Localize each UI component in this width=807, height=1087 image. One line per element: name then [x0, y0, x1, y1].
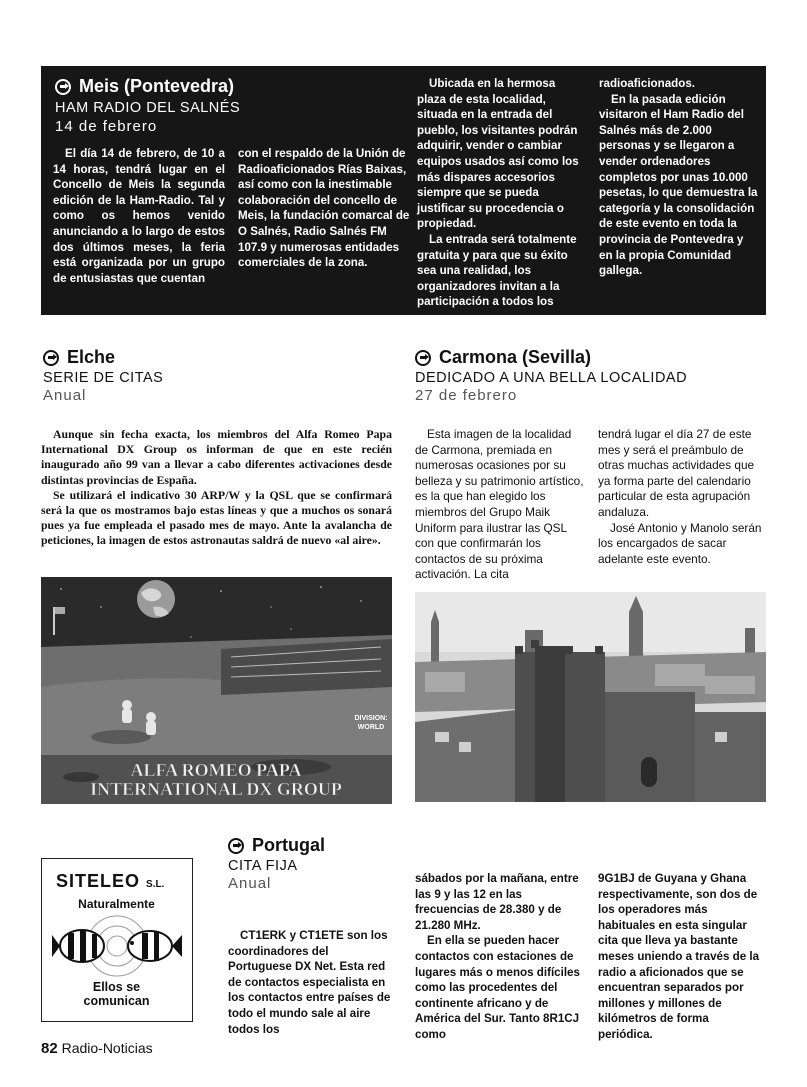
carmona-subtitle: DEDICADO A UNA BELLA LOCALIDAD [415, 370, 688, 386]
meis-subtitle: HAM RADIO DEL SALNÉS [55, 100, 241, 116]
portugal-title: Portugal [252, 835, 326, 855]
carmona-header [415, 347, 687, 404]
meis-col4-p2: En la pasada edición visitaron el Ham Radio del Salnés más de 2.000 personas y se llegaron a vender ordenadores completos por unas 10.000 pesetas, lo que demuestra la categoría y la consolidación de este evento en toda la provincia de Pontevedra y en la propia Comunidad gallega. [599, 92, 758, 278]
portugal-header [228, 835, 325, 892]
ad-brand-wrap [56, 871, 164, 892]
carmona-col2-p2: José Antonio y Manolo serán los encargados de sacar adelante este evento. [598, 520, 762, 566]
portugal-col1: CT1ERK y CT1ETE son los coordinadores del Portuguese DX Net. Esta red de contactos especialista en los contactos entre países de todo el mundo sale al aire todos los [228, 929, 391, 1036]
arrow-bullet-icon [228, 838, 244, 854]
elche-image-badge-2: WORLD [357, 724, 385, 731]
elche-qsl-image [41, 577, 392, 804]
elche-date: Anual [43, 387, 87, 404]
portugal-col2-p1: sábados por la mañana, entre las 9 y las 12 en las frecuencias de 28.380 y de 21.280 MHz. [415, 872, 579, 932]
meis-header [55, 76, 240, 135]
page-footer [41, 1040, 153, 1057]
carmona-col1: Esta imagen de la localidad de Carmona, premiada en numerosas ocasiones por su belleza y su patrimonio artístico, es la que han elegido los miembros del Grupo Maik Uniform para ilustrar las QSL con que confirmarán los contactos de su próxima activación. La cita [415, 427, 584, 582]
elche-p1: Aunque sin fecha exacta, los miembros del Alfa Romeo Papa International DX Group os informan de que en este recién inaugurado año 99 van a llevar a cabo diferentes activaciones desde distintas provincias de España. [41, 427, 392, 487]
elche-subtitle: SERIE DE CITAS [43, 370, 164, 386]
meis-date: 14 de febrero [55, 118, 158, 135]
carmona-col2-p1: tendrá lugar el día 27 de este mes y será el preámbulo de otras muchas actividades que ya forma parte del calendario particular de esta agrupación andaluza. [598, 427, 755, 519]
elche-image-caption-2: INTERNATIONAL DX GROUP [90, 779, 342, 799]
ad-fish-illustration [52, 915, 182, 977]
elche-header [43, 347, 163, 404]
elche-title: Elche [67, 347, 116, 367]
page-number: 82 [41, 1040, 58, 1057]
meis-col4-p1: radioaficionados. [599, 77, 695, 90]
ad-brand: SITELEO [56, 871, 141, 891]
carmona-title: Carmona (Sevilla) [439, 347, 592, 367]
meis-col2: con el respaldo de la Unión de Radioaficionados Rías Baixas, así como con la inestimable colaboración del concello de Meis, la fundación comarcal de O Salnés, Radio Salnés FM 107.9 y numerosas entidades comerciales de la zona. [238, 147, 410, 270]
elche-p2: Se utilizará el indicativo 30 ARP/W y la QSL que se confirmará será la que os mostramos bajo estas líneas y que a muchos os sonará pues ya fue empleada el pasado mes de mayo. Ante la avalancha de peticiones, la imagen de estos astronautas saldrá de nuevo «al aire». [41, 487, 392, 548]
magazine-name: Radio-Noticias [61, 1040, 153, 1056]
meis-col3-p2: La entrada será totalmente gratuita y para que su éxito sea una realidad, los organizadores invitan a la participación a todos los [417, 232, 577, 309]
portugal-subtitle: CITA FIJA [228, 858, 298, 874]
elche-image-badge-1: DIVISION: [354, 715, 388, 722]
portugal-col3: 9G1BJ de Guyana y Ghana respectivamente, son dos de los operadores más habituales en esta singular cita que lleva ya bastante meses uniendo a través de la radio a aficionados que se encuentran separados por millones y millones de kilómetros de forma periódica. [598, 872, 760, 1041]
carmona-city-image [415, 592, 766, 802]
portugal-col2-p2: En ella se pueden hacer contactos con estaciones de lugares más o menos difíciles como las procedentes del continente africano y de América del Sur. Tanto 8R1CJ como [415, 934, 580, 1041]
meis-col1: El día 14 de febrero, de 10 a 14 horas, tendrá lugar en el Concello de Meis la segunda edición de la Ham-Radio. Tal y como os hemos venido anunciando a lo largo de estos dos últimos meses, la feria está organizada por un grupo de entusiastas que cuentan [53, 147, 225, 285]
ad-tagline: Naturalmente [78, 897, 155, 911]
carmona-date: 27 de febrero [415, 387, 518, 404]
ad-brand-suffix: S.L. [146, 879, 165, 890]
meis-section [41, 66, 766, 315]
elche-image-caption-1: ALFA ROMEO PAPA [130, 760, 302, 780]
arrow-bullet-icon [415, 350, 431, 366]
siteleo-ad[interactable] [41, 858, 193, 1022]
arrow-bullet-icon [55, 79, 71, 95]
ad-line1: Ellos se [92, 980, 141, 994]
meis-col3-p1: Ubicada en la hermosa plaza de esta localidad, situada en la entrada del pueblo, los visitantes podrán adquirir, vender o cambiar equipos usados así como los más dispares accesorios siempre que se pueda justificar su procedencia o propiedad. [417, 77, 579, 231]
ad-line2: comunican [83, 994, 150, 1008]
elche-body [41, 427, 392, 549]
arrow-bullet-icon [43, 350, 59, 366]
meis-title: Meis (Pontevedra) [79, 76, 235, 96]
portugal-date: Anual [228, 875, 272, 892]
